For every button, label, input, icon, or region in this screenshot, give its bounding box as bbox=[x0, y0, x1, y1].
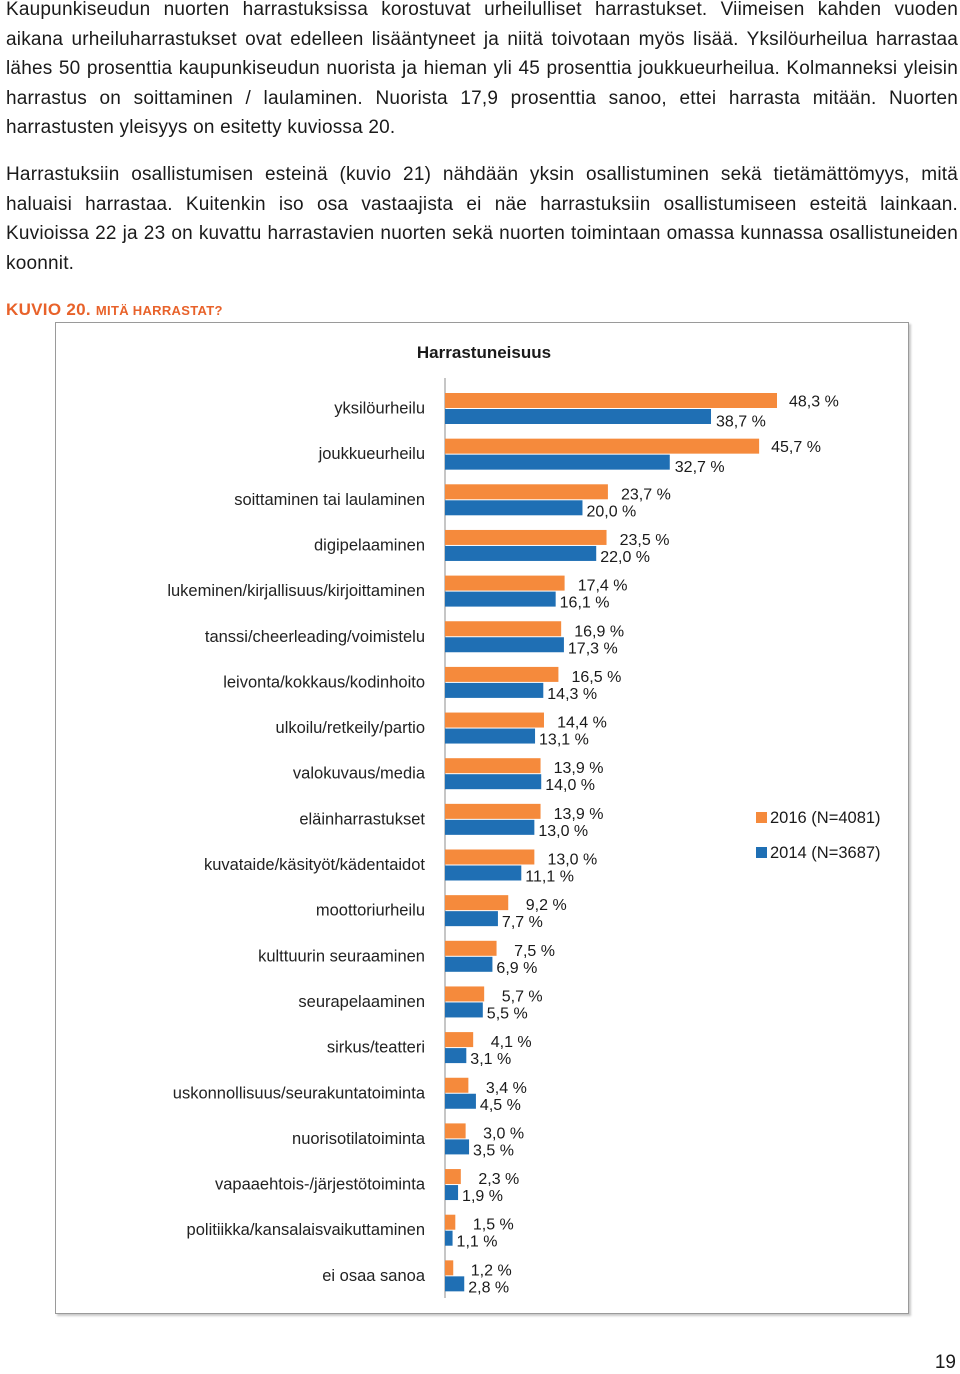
category-label: kulttuurin seuraaminen bbox=[258, 947, 425, 966]
data-label-2016: 48,3 % bbox=[789, 393, 839, 411]
bar-2016 bbox=[445, 1123, 466, 1138]
category-label: moottoriurheilu bbox=[315, 901, 425, 920]
bar-2016 bbox=[445, 530, 607, 545]
data-label-2014: 32,7 % bbox=[674, 459, 725, 477]
bar-2014 bbox=[445, 1231, 453, 1246]
data-label-2014: 14,3 % bbox=[547, 685, 598, 703]
data-label-2014: 5,5 % bbox=[486, 1005, 528, 1023]
bar-2016 bbox=[445, 439, 759, 454]
bar-2016 bbox=[445, 1260, 453, 1275]
chart-title: Harrastuneisuus bbox=[416, 343, 552, 362]
data-label-2014: 38,7 % bbox=[716, 413, 766, 431]
category-label: tanssi/cheerleading/voimistelu bbox=[204, 627, 425, 646]
category-label: leivonta/kokkaus/kodinhoito bbox=[223, 673, 425, 692]
category-label: sirkus/teatteri bbox=[326, 1038, 425, 1057]
legend-swatch-2014 bbox=[756, 847, 767, 858]
hobbies-bar-chart bbox=[56, 323, 908, 1313]
category-label: yksilöurheilu bbox=[334, 399, 425, 418]
legend-swatch-2016 bbox=[756, 812, 767, 823]
data-label-2014: 2,8 % bbox=[468, 1279, 510, 1297]
legend-label-2014: 2014 (N=3687) bbox=[770, 844, 881, 862]
bar-2014 bbox=[445, 729, 535, 744]
data-label-2014: 17,3 % bbox=[567, 640, 618, 658]
obstacles-paragraph: Harrastuksiin osallistumisen esteinä (kuvio 21) nähdään yksin osallistuminen sekä tietämättömyys, mitä haluaisi harrastaa. Kuitenkin iso osa vastaajista ei näe harrastuksiin osallistumiseen esteitä lainkaan. Kuvioissa 22 ja 23 on kuvattu harrastavien nuorten sekä nuorten toimintaan omassa kunnassa osallistuneiden koonnit. bbox=[6, 164, 958, 274]
bar-2016 bbox=[445, 758, 541, 773]
bar-2016 bbox=[445, 621, 561, 636]
bar-2016 bbox=[445, 850, 534, 865]
data-label-2016: 1,2 % bbox=[470, 1262, 512, 1280]
data-label-2016: 2,3 % bbox=[478, 1171, 520, 1189]
category-label: politiikka/kansalaisvaikuttaminen bbox=[186, 1221, 425, 1240]
data-label-2014: 7,7 % bbox=[501, 914, 543, 932]
category-label: vapaaehtois-/järjestötoiminta bbox=[214, 1175, 425, 1194]
data-label-2014: 13,1 % bbox=[539, 731, 589, 749]
bar-2014 bbox=[445, 1094, 476, 1109]
category-label: ei osaa sanoa bbox=[322, 1266, 425, 1285]
bar-2014 bbox=[445, 592, 556, 607]
bar-2014 bbox=[445, 500, 582, 515]
data-label-2016: 17,4 % bbox=[577, 577, 628, 595]
category-label: digipelaaminen bbox=[314, 536, 425, 555]
category-label: ulkoilu/retkeily/partio bbox=[275, 719, 425, 738]
bar-2016 bbox=[445, 484, 608, 499]
data-label-2016: 9,2 % bbox=[525, 897, 567, 915]
category-label: kuvataide/käsityöt/kädentaidot bbox=[203, 856, 425, 874]
data-label-2016: 16,5 % bbox=[571, 668, 622, 686]
bar-2014 bbox=[445, 637, 564, 652]
category-label: lukeminen/kirjallisuus/kirjoittaminen bbox=[167, 582, 425, 601]
data-label-2016: 23,7 % bbox=[621, 486, 671, 504]
bar-2014 bbox=[445, 683, 543, 698]
data-label-2016: 7,5 % bbox=[514, 942, 556, 960]
data-label-2014: 14,0 % bbox=[545, 777, 596, 795]
data-label-2016: 23,5 % bbox=[619, 531, 670, 549]
data-label-2016: 1,5 % bbox=[472, 1216, 514, 1234]
legend-label-2016: 2016 (N=4081) bbox=[770, 809, 881, 827]
category-label: seurapelaaminen bbox=[298, 992, 425, 1011]
data-label-2016: 16,9 % bbox=[574, 623, 625, 641]
data-label-2016: 13,0 % bbox=[547, 851, 598, 869]
category-label: valokuvaus/media bbox=[292, 764, 425, 783]
data-label-2016: 3,0 % bbox=[483, 1125, 525, 1143]
bar-2016 bbox=[445, 804, 541, 819]
chart-frame bbox=[55, 322, 909, 1314]
data-label-2014: 3,1 % bbox=[470, 1051, 512, 1069]
data-label-2014: 3,5 % bbox=[473, 1142, 514, 1160]
bar-2016 bbox=[445, 941, 497, 956]
data-label-2016: 3,4 % bbox=[485, 1079, 527, 1097]
intro-paragraph: Kaupunkiseudun nuorten harrastuksissa korostuvat urheilulliset harrastukset. Viimeisen kahden vuoden aikana urheiluharrastukset ovat edelleen lisääntyneet ja niitä toivotaan myös lisää. Yksilöurheilua harrastaa lähes 50 prosenttia kaupunkiseudun nuorista ja hieman yli 45 prosenttia joukkueurheilua. Kolmanneksi yleisin harrastus on soittaminen / laulaminen. Nuorista 17,9 prosenttia sanoo, ettei harrasta mitään. Nuorten harrastusten yleisyys on esitetty kuviossa 20. bbox=[6, 0, 958, 138]
data-label-2016: 5,7 % bbox=[501, 988, 543, 1006]
bar-2016 bbox=[445, 1032, 473, 1047]
bar-2014 bbox=[445, 409, 711, 424]
bar-2016 bbox=[445, 1169, 461, 1184]
bar-2014 bbox=[445, 1185, 458, 1200]
data-label-2014: 4,5 % bbox=[479, 1096, 521, 1114]
data-label-2014: 1,1 % bbox=[456, 1233, 498, 1251]
data-label-2014: 16,1 % bbox=[559, 594, 610, 612]
data-label-2014: 11,1 % bbox=[525, 868, 574, 886]
figure-title: MITÄ HARRASTAT? bbox=[95, 303, 223, 318]
bar-2014 bbox=[445, 1048, 466, 1063]
bar-2014 bbox=[445, 911, 498, 926]
category-label: eläinharrastukset bbox=[299, 810, 425, 829]
bar-2016 bbox=[445, 1215, 455, 1230]
bar-2016 bbox=[445, 713, 544, 728]
data-label-2016: 4,1 % bbox=[490, 1034, 532, 1052]
bar-2014 bbox=[445, 455, 670, 470]
bar-2014 bbox=[445, 1002, 483, 1017]
bar-2014 bbox=[445, 546, 596, 561]
data-label-2014: 20,0 % bbox=[586, 503, 637, 521]
bar-2016 bbox=[445, 667, 558, 682]
category-label: uskonnollisuus/seurakuntatoiminta bbox=[172, 1084, 425, 1103]
data-label-2014: 6,9 % bbox=[496, 959, 538, 977]
bar-2014 bbox=[445, 866, 521, 881]
bar-2014 bbox=[445, 957, 492, 972]
data-label-2016: 13,9 % bbox=[553, 760, 604, 778]
bar-2016 bbox=[445, 895, 508, 910]
data-label-2016: 45,7 % bbox=[771, 439, 821, 457]
bar-2016 bbox=[445, 1078, 468, 1093]
bar-2014 bbox=[445, 1276, 464, 1291]
data-label-2016: 14,4 % bbox=[557, 714, 607, 732]
data-label-2014: 13,0 % bbox=[538, 822, 589, 840]
bar-2014 bbox=[445, 1139, 469, 1154]
data-label-2014: 1,9 % bbox=[462, 1188, 503, 1206]
data-label-2016: 13,9 % bbox=[553, 805, 604, 823]
bar-2014 bbox=[445, 774, 541, 789]
bar-2016 bbox=[445, 393, 777, 408]
category-label: nuorisotilatoiminta bbox=[292, 1129, 425, 1148]
figure-number: KUVIO 20. bbox=[6, 300, 96, 319]
page-number: 19 bbox=[934, 1352, 956, 1373]
category-label: joukkueurheilu bbox=[318, 445, 425, 464]
data-label-2014: 22,0 % bbox=[600, 548, 651, 566]
category-label: soittaminen tai laulaminen bbox=[234, 490, 425, 509]
bar-2016 bbox=[445, 576, 565, 591]
figure-caption bbox=[6, 300, 223, 320]
bar-2014 bbox=[445, 820, 534, 835]
bar-2016 bbox=[445, 986, 484, 1001]
